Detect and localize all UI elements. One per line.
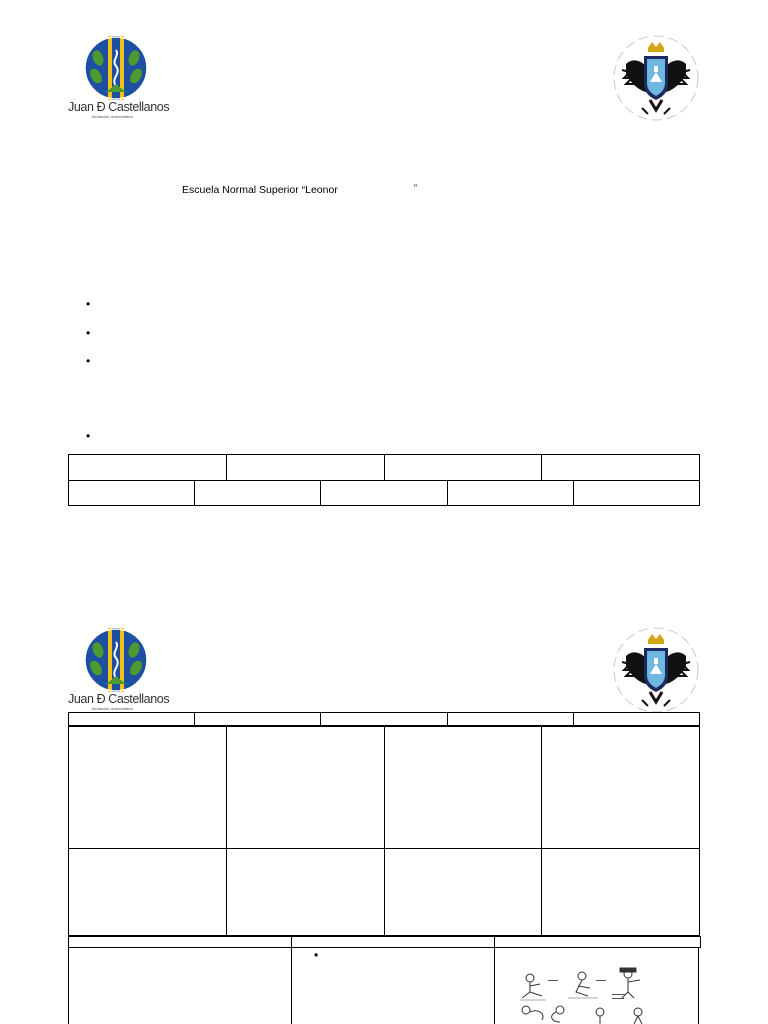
table-cell [69, 727, 227, 849]
table-cell [227, 849, 385, 937]
table-cell [448, 481, 574, 506]
stretching-exercises-illustration-icon [516, 966, 666, 1024]
table-cell [542, 727, 700, 849]
table-cell [69, 481, 195, 506]
table-cell [195, 713, 321, 726]
logo-wordmark: Juan Đ Castellanos [68, 692, 170, 706]
table-cell [448, 713, 574, 726]
list-bullet: • [86, 326, 91, 340]
info-table-detail-row [68, 480, 700, 506]
info-table-header-row [68, 454, 700, 481]
table-cell [574, 713, 700, 726]
table-cell [69, 849, 227, 937]
castellanos-emblem-icon [84, 628, 148, 692]
logo-wordmark: Juan Đ Castellanos [68, 100, 170, 114]
table-cell [69, 948, 292, 1024]
table-cell [321, 713, 447, 726]
fundacion-juan-de-castellanos-logo [68, 36, 168, 126]
list-bullet: • [86, 429, 91, 443]
table-cell [69, 713, 195, 726]
logo-tagline: fundación Universitaria [92, 706, 133, 711]
castellanos-emblem-icon [84, 36, 148, 100]
table-cell [195, 481, 321, 506]
escuela-normal-crest-icon [612, 34, 700, 122]
table-cell [574, 481, 700, 506]
table-cell [385, 849, 543, 937]
escuela-normal-crest-icon [612, 626, 700, 714]
table-cell [385, 727, 543, 849]
fundacion-juan-de-castellanos-logo [68, 628, 168, 718]
plan-table-body [68, 726, 700, 936]
list-bullet: • [86, 297, 91, 311]
table-cell [385, 455, 543, 481]
list-bullet: • [86, 354, 91, 368]
plan-table-header-row [68, 712, 700, 726]
school-name-closing-quote: ” [414, 183, 417, 193]
table-cell [321, 481, 447, 506]
table-cell [227, 727, 385, 849]
table-cell [227, 455, 385, 481]
logo-tagline: fundación Universitaria [92, 114, 133, 119]
table-cell [542, 455, 700, 481]
list-bullet: • [314, 948, 319, 962]
table-cell [542, 849, 700, 937]
school-name-line: Escuela Normal Superior “Leonor [182, 184, 338, 196]
table-cell [292, 948, 495, 1024]
table-cell [69, 455, 227, 481]
